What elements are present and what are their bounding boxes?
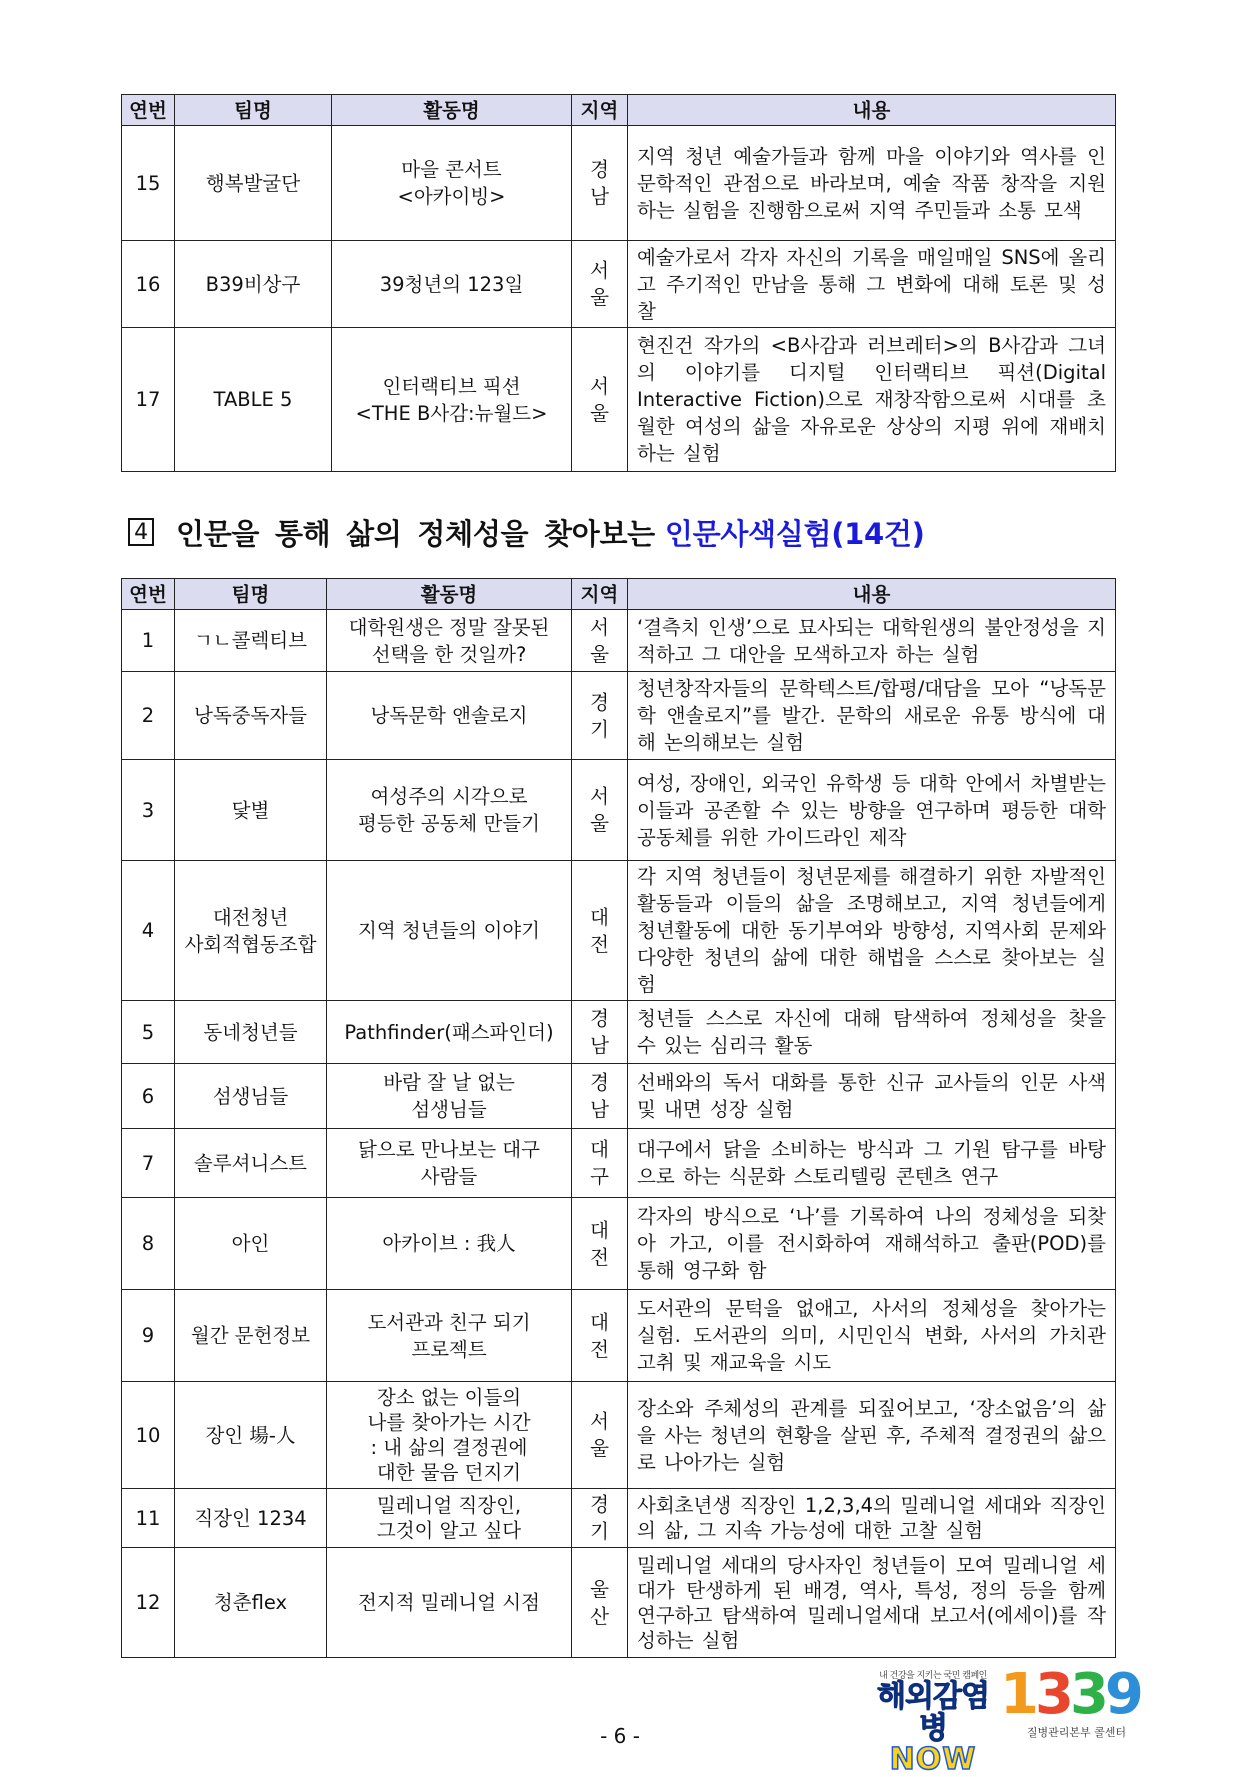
row-team: 장인 場-人 bbox=[175, 1382, 327, 1489]
row-team: 월간 문헌정보 bbox=[175, 1290, 327, 1382]
logo-line-1: 해외감염병 bbox=[877, 1679, 989, 1746]
row-activity: 장소 없는 이들의 나를 찾아가는 시간 : 내 삶의 결정권에 대한 물음 던지기 bbox=[327, 1382, 572, 1489]
row-no: 8 bbox=[122, 1198, 175, 1290]
logo-tagline: 내 건강을 지키는 국민 캠페인 bbox=[879, 1671, 987, 1681]
row-region: 울산 bbox=[572, 1548, 628, 1658]
row-no: 6 bbox=[122, 1064, 175, 1129]
row-region: 대전 bbox=[572, 1198, 628, 1290]
logo-1339-number bbox=[1000, 1662, 1140, 1727]
row-activity: 밀레니얼 직장인, 그것이 알고 싶다 bbox=[327, 1489, 572, 1548]
row-content: 현진건 작가의 <B사감과 러브레터>의 B사감과 그녀의 이야기를 디지털 인터랙티브 픽션(Digital Interactive Fiction)으로 재창작함으로써 시대를 초월한 여성의 삶을 자유로운 상상의 지평 위에 재배치하는 실험 bbox=[628, 328, 1116, 472]
program-table-1 bbox=[121, 94, 1116, 472]
table-row bbox=[122, 1489, 1116, 1548]
row-region: 경남 bbox=[572, 1001, 628, 1064]
header-no: 연번 bbox=[122, 579, 175, 610]
row-no: 7 bbox=[122, 1129, 175, 1198]
table-row bbox=[122, 760, 1116, 861]
row-region: 서울 bbox=[572, 328, 628, 472]
table-row bbox=[122, 1290, 1116, 1382]
row-region: 경남 bbox=[572, 126, 628, 241]
row-no: 9 bbox=[122, 1290, 175, 1382]
row-content: 각 지역 청년들이 청년문제를 해결하기 위한 자발적인 활동들과 이들의 삶을 조명해보고, 지역 청년들에게 청년활동에 대한 동기부여와 방향성, 지역사회 문제와 다양한 청년의 삶에 대한 해법을 스스로 찾아보는 실험 bbox=[628, 861, 1116, 1001]
row-team: TABLE 5 bbox=[175, 328, 332, 472]
header-no: 연번 bbox=[122, 95, 175, 126]
row-activity: 지역 청년들의 이야기 bbox=[327, 861, 572, 1001]
table-row bbox=[122, 610, 1116, 672]
row-region: 서울 bbox=[572, 610, 628, 672]
section-title: 인문을 통해 삶의 정체성을 찾아보는 bbox=[176, 516, 655, 551]
row-content: 청년들 스스로 자신에 대해 탐색하여 정체성을 찾을 수 있는 심리극 활동 bbox=[628, 1001, 1116, 1064]
row-activity: 아카이브 : 我人 bbox=[327, 1198, 572, 1290]
table-row bbox=[122, 672, 1116, 760]
row-no: 17 bbox=[122, 328, 175, 472]
logo-digit: 9 bbox=[1104, 1662, 1140, 1727]
row-no: 11 bbox=[122, 1489, 175, 1548]
row-team: 닻별 bbox=[175, 760, 327, 861]
row-region: 서울 bbox=[572, 1382, 628, 1489]
row-activity: 바람 잘 날 없는 섬생님들 bbox=[327, 1064, 572, 1129]
row-region: 대구 bbox=[572, 1129, 628, 1198]
row-no: 2 bbox=[122, 672, 175, 760]
row-content: 선배와의 독서 대화를 통한 신규 교사들의 인문 사색 및 내면 성장 실험 bbox=[628, 1064, 1116, 1129]
row-team: 아인 bbox=[175, 1198, 327, 1290]
table-header-row bbox=[122, 95, 1116, 126]
header-content: 내용 bbox=[628, 95, 1116, 126]
program-table-2 bbox=[121, 578, 1116, 1658]
table-row bbox=[122, 126, 1116, 241]
row-team: 동네청년들 bbox=[175, 1001, 327, 1064]
logo-line-2: NOW bbox=[889, 1742, 977, 1777]
row-team: ㄱㄴ콜렉티브 bbox=[175, 610, 327, 672]
row-region: 서울 bbox=[572, 760, 628, 861]
row-activity: 여성주의 시각으로 평등한 공동체 만들기 bbox=[327, 760, 572, 861]
row-activity: 마을 콘서트 <아카이빙> bbox=[332, 126, 572, 241]
table-row bbox=[122, 1548, 1116, 1658]
table-row bbox=[122, 1064, 1116, 1129]
logo-digit: 3 bbox=[1034, 1662, 1070, 1727]
row-no: 16 bbox=[122, 241, 175, 328]
row-content: 밀레니얼 세대의 당사자인 청년들이 모여 밀레니얼 세대가 탄생하게 된 배경, 역사, 특성, 정의 등을 함께 연구하고 탐색하여 밀레니얼세대 보고서(에세이)를 작성하는 실험 bbox=[628, 1548, 1116, 1658]
table-row bbox=[122, 328, 1116, 472]
row-team: 낭독중독자들 bbox=[175, 672, 327, 760]
row-activity: 인터랙티브 픽션 <THE B사감:뉴월드> bbox=[332, 328, 572, 472]
row-no: 10 bbox=[122, 1382, 175, 1489]
row-team: 솔루셔니스트 bbox=[175, 1129, 327, 1198]
row-content: 청년창작자들의 문학텍스트/합평/대담을 모아 “낭독문학 앤솔로지”를 발간. 문학의 새로운 유통 방식에 대해 논의해보는 실험 bbox=[628, 672, 1116, 760]
row-no: 15 bbox=[122, 126, 175, 241]
header-team: 팀명 bbox=[175, 579, 327, 610]
row-no: 12 bbox=[122, 1548, 175, 1658]
table-row bbox=[122, 1129, 1116, 1198]
row-no: 5 bbox=[122, 1001, 175, 1064]
row-no: 1 bbox=[122, 610, 175, 672]
table-row bbox=[122, 241, 1116, 328]
row-activity: Pathfinder(패스파인더) bbox=[327, 1001, 572, 1064]
header-content: 내용 bbox=[628, 579, 1116, 610]
row-no: 4 bbox=[122, 861, 175, 1001]
row-content: 예술가로서 각자 자신의 기록을 매일매일 SNS에 올리고 주기적인 만남을 통해 그 변화에 대해 토론 및 성찰 bbox=[628, 241, 1116, 328]
section-number-box: 4 bbox=[128, 518, 154, 546]
header-activity: 활동명 bbox=[332, 95, 572, 126]
section-title-highlight: 인문사색실험(14건) bbox=[664, 516, 925, 551]
row-content: 장소와 주체성의 관계를 되짚어보고, ‘장소없음’의 삶을 사는 청년의 현황을 살핀 후, 주체적 결정권의 삶으로 나아가는 실험 bbox=[628, 1382, 1116, 1489]
table-row bbox=[122, 1001, 1116, 1064]
logo-digit: 3 bbox=[1069, 1662, 1105, 1727]
header-region: 지역 bbox=[572, 95, 628, 126]
row-team: 섬생님들 bbox=[175, 1064, 327, 1129]
overseas-infection-now-logo bbox=[868, 1668, 998, 1777]
row-team: 행복발굴단 bbox=[175, 126, 332, 241]
row-region: 대전 bbox=[572, 1290, 628, 1382]
logo-1339-caption: 질병관리본부 콜센터 bbox=[1026, 1726, 1126, 1739]
row-content: 각자의 방식으로 ‘나’를 기록하여 나의 정체성을 되찾아 가고, 이를 전시화하여 재해석하고 출판(POD)를 통해 영구화 함 bbox=[628, 1198, 1116, 1290]
row-content: 도서관의 문턱을 없애고, 사서의 정체성을 찾아가는 실험. 도서관의 의미, 시민인식 변화, 사서의 가치관 고취 및 재교육을 시도 bbox=[628, 1290, 1116, 1382]
row-region: 경기 bbox=[572, 672, 628, 760]
row-region: 서울 bbox=[572, 241, 628, 328]
row-region: 대전 bbox=[572, 861, 628, 1001]
header-activity: 활동명 bbox=[327, 579, 572, 610]
section-heading bbox=[128, 510, 925, 554]
table-header-row bbox=[122, 579, 1116, 610]
row-activity: 대학원생은 정말 잘못된 선택을 한 것일까? bbox=[327, 610, 572, 672]
logo-digit: 1 bbox=[1000, 1662, 1035, 1727]
table-row bbox=[122, 1198, 1116, 1290]
row-content: 대구에서 닭을 소비하는 방식과 그 기원 탐구를 바탕으로 하는 식문화 스토리텔링 콘텐츠 연구 bbox=[628, 1129, 1116, 1198]
header-region: 지역 bbox=[572, 579, 628, 610]
call-center-1339-logo bbox=[1000, 1662, 1140, 1750]
row-activity: 닭으로 만나보는 대구 사람들 bbox=[327, 1129, 572, 1198]
header-team: 팀명 bbox=[175, 95, 332, 126]
row-team: B39비상구 bbox=[175, 241, 332, 328]
row-region: 경기 bbox=[572, 1489, 628, 1548]
row-activity: 낭독문학 앤솔로지 bbox=[327, 672, 572, 760]
page-number: - 6 - bbox=[600, 1724, 640, 1748]
row-content: 지역 청년 예술가들과 함께 마을 이야기와 역사를 인문학적인 관점으로 바라보며, 예술 작품 창작을 지원하는 실험을 진행함으로써 지역 주민들과 소통 모색 bbox=[628, 126, 1116, 241]
table-row bbox=[122, 861, 1116, 1001]
row-team: 청춘flex bbox=[175, 1548, 327, 1658]
row-content: 사회초년생 직장인 1,2,3,4의 밀레니얼 세대와 직장인의 삶, 그 지속 가능성에 대한 고찰 실험 bbox=[628, 1489, 1116, 1548]
row-activity: 39청년의 123일 bbox=[332, 241, 572, 328]
row-content: ‘결측치 인생’으로 묘사되는 대학원생의 불안정성을 지적하고 그 대안을 모색하고자 하는 실험 bbox=[628, 610, 1116, 672]
row-team: 직장인 1234 bbox=[175, 1489, 327, 1548]
row-team: 대전청년 사회적협동조합 bbox=[175, 861, 327, 1001]
row-no: 3 bbox=[122, 760, 175, 861]
row-activity: 도서관과 친구 되기 프로젝트 bbox=[327, 1290, 572, 1382]
row-activity: 전지적 밀레니얼 시점 bbox=[327, 1548, 572, 1658]
row-region: 경남 bbox=[572, 1064, 628, 1129]
table-row bbox=[122, 1382, 1116, 1489]
row-content: 여성, 장애인, 외국인 유학생 등 대학 안에서 차별받는 이들과 공존할 수 있는 방향을 연구하며 평등한 대학 공동체를 위한 가이드라인 제작 bbox=[628, 760, 1116, 861]
